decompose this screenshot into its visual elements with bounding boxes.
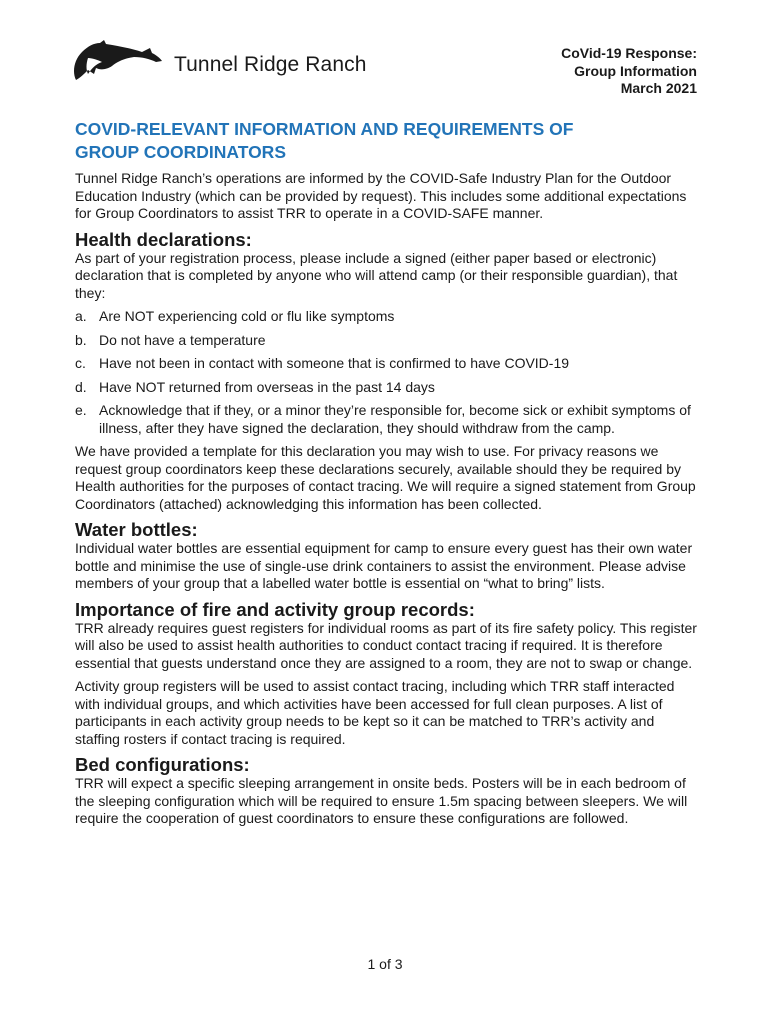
list-item-text: Are NOT experiencing cold or flu like symptoms	[99, 308, 395, 324]
page-content	[75, 118, 700, 834]
list-marker: b.	[75, 331, 87, 348]
list-marker: e.	[75, 402, 87, 418]
beds-heading: Bed configurations:	[75, 754, 250, 775]
page-number: 1 of 3	[367, 956, 403, 972]
list-item	[75, 402, 700, 437]
water-heading: Water bottles:	[75, 519, 198, 540]
records-paragraph-1: TRR already requires guest registers for individual rooms as part of its fire safety policy. This register will also be used to assist health authorities to conduct contact tracing if required. It is therefore essential that guests understand once they are assigned to a room, they are not to swap or change.	[75, 619, 697, 671]
health-list	[75, 308, 700, 437]
meta-line-1: CoVid-19 Response:	[561, 45, 697, 61]
list-item-text: Have NOT returned from overseas in the past 14 days	[99, 378, 435, 395]
intro-paragraph: Tunnel Ridge Ranch’s operations are informed by the COVID-Safe Industry Plan for the Outdoor Education Industry (which can be provided by request). This includes some additional expectations for Group Coordinators to assist TRR to operate in a COVID-SAFE manner.	[75, 170, 687, 221]
water-section	[75, 519, 700, 593]
meta-line-3: March 2021	[620, 80, 697, 96]
beds-section	[75, 754, 700, 828]
page-title-line-1: COVID-RELEVANT INFORMATION AND REQUIREMENTS OF	[75, 119, 574, 139]
list-item-text: Have not been in contact with someone that is confirmed to have COVID-19	[99, 355, 570, 371]
list-marker: d.	[75, 378, 87, 395]
logo-text: Tunnel Ridge Ranch	[174, 53, 367, 76]
list-item	[75, 379, 700, 397]
page-title	[75, 118, 700, 164]
list-item	[75, 355, 700, 373]
health-closing: We have provided a template for this declaration you may wish to use. For privacy reasons we request group coordinators keep these declarations securely, available should they be required by Health authorities for the purposes of contact tracing. We will require a signed statement from Group Coordinators (attached) acknowledging this information has been collected.	[75, 443, 696, 512]
list-item	[75, 332, 700, 350]
meta-line-2: Group Information	[574, 62, 697, 79]
document-meta	[397, 45, 697, 98]
list-marker: a.	[75, 308, 87, 324]
horse-head-icon	[70, 38, 166, 84]
beds-paragraph: TRR will expect a specific sleeping arrangement in onsite beds. Posters will be in each bedroom of the sleeping configuration which will be required to ensure 1.5m spacing between sleepers. We will require the cooperation of guest coordinators to ensure these configurations are followed.	[75, 775, 688, 826]
records-heading: Importance of fire and activity group records:	[75, 598, 475, 620]
list-item-text: Do not have a temperature	[99, 331, 266, 348]
records-section	[75, 599, 700, 749]
logo	[70, 38, 370, 84]
records-paragraph-2: Activity group registers will be used to assist contact tracing, including which TRR staff interacted with individual groups, and which activities have been accessed for full clean purposes. A list of participants in each activity group needs to be kept so it can be matched to TRR’s activity and staffing rosters if contact tracing is required.	[75, 678, 675, 747]
list-item	[75, 308, 700, 326]
page-title-line-2: GROUP COORDINATORS	[75, 142, 286, 162]
health-section	[75, 229, 700, 514]
health-intro: As part of your registration process, please include a signed (either paper based or electronic) declaration that is completed by anyone who will attend camp (or their responsible guardian), that they:	[75, 249, 678, 301]
list-marker: c.	[75, 355, 86, 371]
water-paragraph: Individual water bottles are essential equipment for camp to ensure every guest has their own water bottle and minimise the use of single-use drink containers to assist the environment. Please advise members of your group that a labelled water bottle is essential on “what to bring” lists.	[75, 540, 693, 591]
list-item-text: Acknowledge that if they, or a minor they’re responsible for, become sick or exhibit symptoms of illness, after they have signed the declaration, they should withdraw from the camp.	[99, 402, 691, 436]
health-heading: Health declarations:	[75, 228, 252, 250]
